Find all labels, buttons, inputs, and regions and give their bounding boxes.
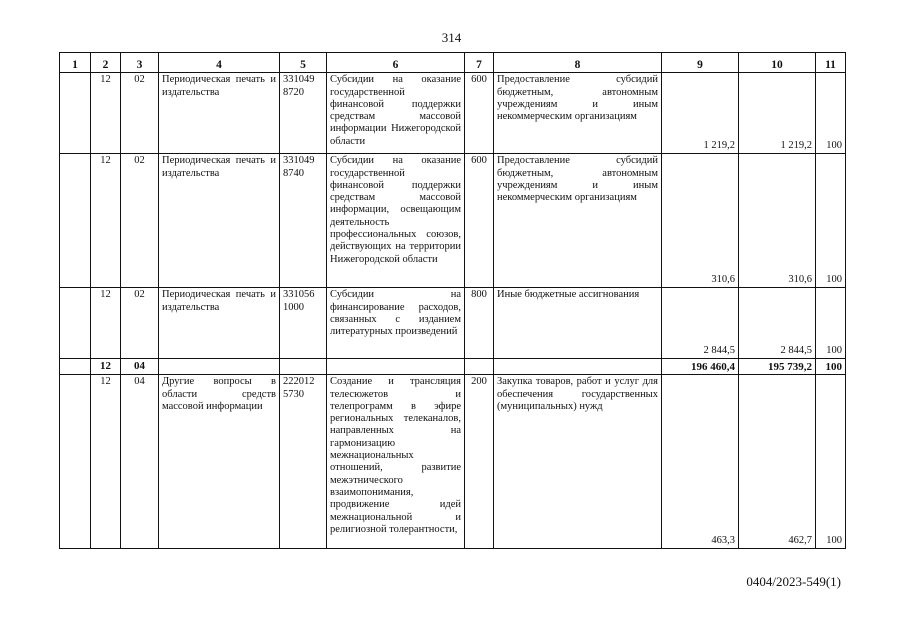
table-row bbox=[60, 154, 846, 288]
cell-actual: 462,7 bbox=[739, 375, 816, 549]
cell-section: 12 bbox=[91, 154, 121, 288]
cell-planned: 196 460,4 bbox=[662, 359, 739, 375]
cell-planned: 1 219,2 bbox=[662, 73, 739, 154]
cell-percent: 100 bbox=[816, 288, 846, 359]
table-row bbox=[60, 375, 846, 549]
cell-expense-code: 600 bbox=[465, 73, 494, 154]
cell-target-name: Субсидии на оказание государственной финансовой поддержки средствам массовой информации, освещающим деятельность профессиональных союзов, действующих на территории Нижегородской области bbox=[327, 154, 465, 288]
cell-target-code: 331056 1000 bbox=[280, 288, 327, 359]
col-header-9: 9 bbox=[662, 53, 739, 73]
cell-actual: 1 219,2 bbox=[739, 73, 816, 154]
cell-target-code: 331049 8720 bbox=[280, 73, 327, 154]
cell-target-code bbox=[280, 359, 327, 375]
cell-expense-name: Закупка товаров, работ и услуг для обеспечения государственных (муниципальных) нужд bbox=[494, 375, 662, 549]
document-code: 0404/2023-549(1) bbox=[746, 574, 841, 589]
cell-subsection-name: Периодическая печать и издательства bbox=[159, 73, 280, 154]
col-header-6: 6 bbox=[327, 53, 465, 73]
col-header-11: 11 bbox=[816, 53, 846, 73]
cell-planned: 463,3 bbox=[662, 375, 739, 549]
cell-section: 12 bbox=[91, 73, 121, 154]
cell-actual: 310,6 bbox=[739, 154, 816, 288]
cell-planned: 2 844,5 bbox=[662, 288, 739, 359]
table-row bbox=[60, 73, 846, 154]
cell-target-name: Субсидии на финансирование расходов, связанных с изданием литературных произведений bbox=[327, 288, 465, 359]
cell-expense-code: 600 bbox=[465, 154, 494, 288]
cell-subsection: 02 bbox=[121, 288, 159, 359]
cell-expense-code: 800 bbox=[465, 288, 494, 359]
cell-col1 bbox=[60, 359, 91, 375]
cell-subsection-name: Периодическая печать и издательства bbox=[159, 288, 280, 359]
cell-expense-code bbox=[465, 359, 494, 375]
col-header-2: 2 bbox=[91, 53, 121, 73]
cell-subsection: 02 bbox=[121, 154, 159, 288]
cell-target-name: Субсидии на оказание государственной финансовой поддержки средствам массовой информации Нижегородской области bbox=[327, 73, 465, 154]
cell-col1 bbox=[60, 154, 91, 288]
col-header-8: 8 bbox=[494, 53, 662, 73]
cell-subsection-name: Другие вопросы в области средств массовой информации bbox=[159, 375, 280, 549]
cell-subsection: 04 bbox=[121, 375, 159, 549]
cell-section: 12 bbox=[91, 375, 121, 549]
budget-table bbox=[59, 52, 846, 549]
cell-subsection: 02 bbox=[121, 73, 159, 154]
cell-expense-code: 200 bbox=[465, 375, 494, 549]
cell-col1 bbox=[60, 73, 91, 154]
cell-target-code: 222012 5730 bbox=[280, 375, 327, 549]
col-header-3: 3 bbox=[121, 53, 159, 73]
cell-expense-name: Предоставление субсидий бюджетным, автономным учреждениям и иным некоммерческим организациям bbox=[494, 73, 662, 154]
col-header-7: 7 bbox=[465, 53, 494, 73]
col-header-4: 4 bbox=[159, 53, 280, 73]
cell-section: 12 bbox=[91, 359, 121, 375]
col-header-1: 1 bbox=[60, 53, 91, 73]
cell-subsection: 04 bbox=[121, 359, 159, 375]
col-header-10: 10 bbox=[739, 53, 816, 73]
cell-subsection-name bbox=[159, 359, 280, 375]
cell-expense-name bbox=[494, 359, 662, 375]
page-number: 314 bbox=[441, 30, 462, 45]
cell-target-code: 331049 8740 bbox=[280, 154, 327, 288]
header-row bbox=[60, 53, 846, 73]
cell-planned: 310,6 bbox=[662, 154, 739, 288]
cell-section: 12 bbox=[91, 288, 121, 359]
cell-target-name bbox=[327, 359, 465, 375]
cell-target-name: Создание и трансляция телесюжетов и телепрограмм в эфире региональных телеканалов, направленных на гармонизацию межнациональных отношений, развитие межэтнического взаимопонимания, продвижение идей межнациональной и религиозной толерантности, bbox=[327, 375, 465, 549]
cell-expense-name: Предоставление субсидий бюджетным, автономным учреждениям и иным некоммерческим организациям bbox=[494, 154, 662, 288]
cell-percent: 100 bbox=[816, 359, 846, 375]
cell-actual: 195 739,2 bbox=[739, 359, 816, 375]
col-header-5: 5 bbox=[280, 53, 327, 73]
cell-actual: 2 844,5 bbox=[739, 288, 816, 359]
cell-percent: 100 bbox=[816, 154, 846, 288]
cell-percent: 100 bbox=[816, 73, 846, 154]
subtotal-row bbox=[60, 359, 846, 375]
cell-expense-name: Иные бюджетные ассигнования bbox=[494, 288, 662, 359]
table-row bbox=[60, 288, 846, 359]
cell-subsection-name: Периодическая печать и издательства bbox=[159, 154, 280, 288]
cell-col1 bbox=[60, 375, 91, 549]
cell-percent: 100 bbox=[816, 375, 846, 549]
cell-col1 bbox=[60, 288, 91, 359]
